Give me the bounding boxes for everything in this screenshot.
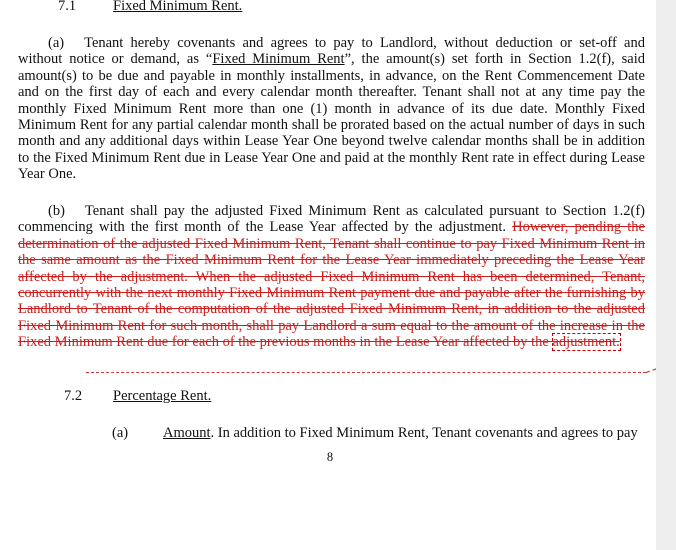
tracked-deletion[interactable]: However, pending the determination of the adjusted Fixed Minimum Rent, Tenant shall continue to pay Fixed Minimum Rent in the same amount as the Fixed Minimum Rent for the Lease Year immediately preceding the Lease Year affected by the adjustment. When the adjusted Fixed Minimum Rent has been determined, Tenant, concurrently with the next monthly Fixed Minimum Rent payment due and payable after the furnishing by Landlord to Tenant of the computation of the adjusted Fixed Minimum Rent, in addition to the adjusted Fixed Minimum Rent for such month, shall pay Landlord a sum equal to the amount of the increase in the Fixed Minimum Rent due for each of the previous months in the Lease Year affected by the xyxy=(18,219,645,351)
paragraph-7-1-a xyxy=(18,35,645,183)
viewer-gutter xyxy=(656,0,676,550)
tracked-deletion-end[interactable]: adjustment. xyxy=(552,334,620,351)
section-title: Percentage Rent. xyxy=(113,388,212,404)
section-number: 7.1 xyxy=(58,0,77,14)
paragraph-text-part2: ”, the amount(s) set forth in Section 1.2(f), said amount(s) to be due and payable in monthly installments, in advance, on the Rent Commencement Date and on the first day of each and every calendar month thereafter. Tenant shall not at any time pay the monthly Fixed Minimum Rent more than one (1) month in advance of its due date. Monthly Fixed Minimum Rent for any partial calendar month shall be prorated based on the actual number of days in such month and any additional days within Lease Year One beyond twelve calendar months shall be in addition to the Fixed Minimum Rent due in Lease Year One and paid at the monthly Rent rate in effect during Lease Year One. xyxy=(18,51,646,183)
paragraph-label: (a) xyxy=(48,35,65,51)
paragraph-text: . In addition to Fixed Minimum Rent, Tenant covenants and agrees to pay xyxy=(210,425,638,441)
defined-term: Fixed Minimum Rent xyxy=(212,51,345,68)
paragraph-7-1-b xyxy=(18,203,645,351)
paragraph-title: Amount xyxy=(163,425,211,441)
deletion-comment-leader xyxy=(86,372,646,373)
paragraph-label: (a) xyxy=(112,425,129,441)
paragraph-label: (b) xyxy=(48,203,65,219)
paragraph-text-kept: Tenant shall pay the adjusted Fixed Minimum Rent as calculated pursuant to Section 1.2(f) commencing with the first month of the Lease Year affected by the adjustment. xyxy=(18,203,645,236)
section-number: 7.2 xyxy=(64,388,83,404)
paragraph-text-part1: Tenant hereby covenants and agrees to pay to Landlord, without deduction or set-off and without notice or demand, as “ xyxy=(18,35,645,68)
page-number: 8 xyxy=(326,450,334,464)
section-title: Fixed Minimum Rent. xyxy=(113,0,243,14)
